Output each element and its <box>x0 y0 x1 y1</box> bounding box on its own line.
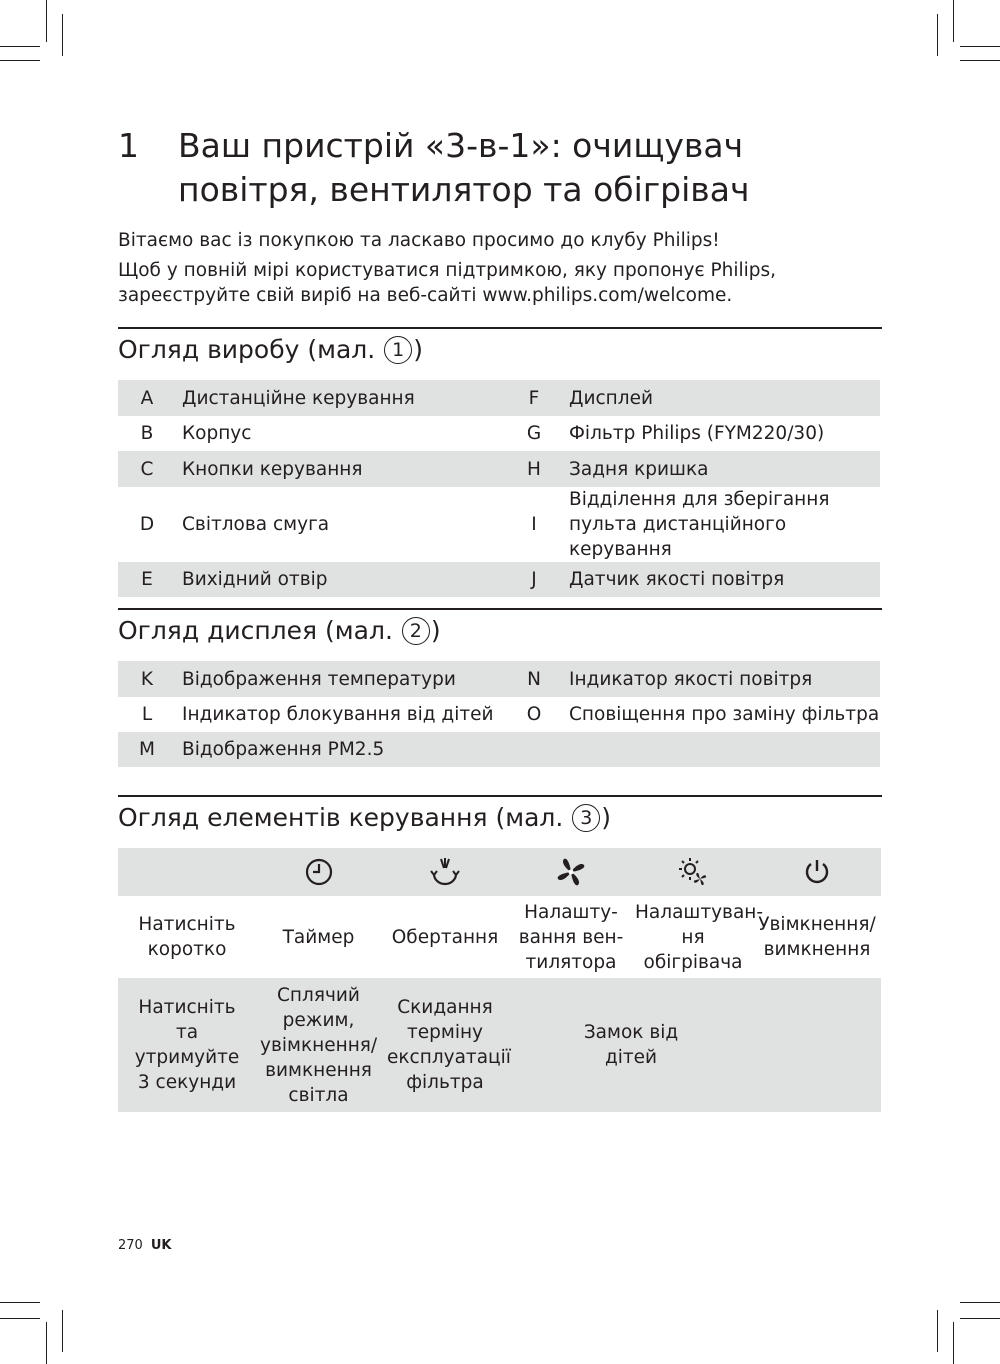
section-divider <box>118 795 882 797</box>
crop-mark <box>0 1302 40 1303</box>
fan-function: Налашту-вання вен-тилятора <box>518 901 624 973</box>
page-number: 270 <box>118 1238 143 1253</box>
chapter-title: Ваш пристрій «3-в-1»: очищувач повітря, вентилятор та обігрівач <box>178 126 750 209</box>
table-row: M Відображення PM2.5 <box>118 732 880 767</box>
chapter-number: 1 <box>118 126 139 165</box>
long-press-row <box>118 978 881 1112</box>
crop-mark <box>937 14 938 56</box>
child-lock-function: Замок від дітей <box>509 978 753 1112</box>
heater-icon <box>633 848 753 896</box>
table-row: D Світлова смуга I Відділення для зберігання пульта дистанційного керування <box>139 489 830 560</box>
figure-number: 1 <box>384 336 412 364</box>
crop-mark <box>0 1318 40 1319</box>
controls-table <box>118 848 881 1112</box>
crop-mark <box>937 1310 938 1352</box>
display-parts-table <box>118 661 880 767</box>
long-press-label: Натисніть та утримуйте 3 секунди <box>118 978 256 1112</box>
timer-function: Таймер <box>282 926 355 948</box>
timer-icon <box>256 848 381 896</box>
crop-mark <box>46 1322 47 1364</box>
section-divider <box>118 608 882 610</box>
crop-mark <box>960 1302 1000 1303</box>
oscillation-long-function: Скидання терміну експлуатації фільтра <box>381 978 509 1112</box>
section-divider <box>118 327 882 329</box>
table-row: L Індикатор блокування від дітей O Сповіщення про заміну фільтра <box>141 704 880 725</box>
language-code: UK <box>150 1238 172 1253</box>
table-row: B Корпус G Фільтр Philips (FYM220/30) <box>140 423 825 444</box>
section-title-display-overview: Огляд дисплея (мал. 2 ) <box>118 616 441 645</box>
crop-mark <box>62 14 63 56</box>
oscillation-icon <box>381 848 509 896</box>
page-footer <box>118 1238 171 1253</box>
fan-icon <box>509 848 633 896</box>
short-press-label: Натисніть коротко <box>138 914 236 960</box>
power-function: Увімкнення/ вимкнення <box>758 914 876 960</box>
product-parts-table <box>118 380 880 597</box>
short-press-row <box>118 896 881 978</box>
figure-number: 3 <box>572 804 600 832</box>
crop-mark <box>0 46 40 47</box>
crop-mark <box>62 1310 63 1352</box>
icons-row <box>118 848 881 896</box>
section-title-controls-overview: Огляд елементів керування (мал. 3 ) <box>118 803 612 832</box>
timer-long-function: Сплячий режим, увімкнення/ вимкнення світла <box>256 978 381 1112</box>
intro-paragraph-1: Вітаємо вас із покупкою та ласкаво просимо до клубу Philips! <box>118 230 720 251</box>
crop-mark <box>960 1318 1000 1319</box>
crop-mark <box>0 60 40 61</box>
section-title-product-overview: Огляд виробу (мал. 1 ) <box>118 335 423 364</box>
crop-mark <box>953 0 954 42</box>
crop-mark <box>960 60 1000 61</box>
intro-paragraph-2: Щоб у повній мірі користуватися підтримкою, яку пропонує Philips, зареєструйте свій виріб на веб-сайті www.philips.com/welcome. <box>118 260 777 306</box>
table-row: C Кнопки керування H Задня кришка <box>118 451 880 487</box>
power-icon <box>753 848 881 896</box>
table-row: K Відображення температури N Індикатор якості повітря <box>118 661 880 697</box>
oscillation-function: Обертання <box>391 926 499 948</box>
crop-mark <box>960 46 1000 47</box>
table-row: A Дистанційне керування F Дисплей <box>118 380 880 416</box>
figure-number: 2 <box>402 617 430 645</box>
crop-mark <box>46 0 47 42</box>
table-row: E Вихідний отвір J Датчик якості повітря <box>118 562 880 597</box>
heater-function: Налаштуван-ня обігрівача <box>635 901 764 973</box>
crop-mark <box>953 1322 954 1364</box>
